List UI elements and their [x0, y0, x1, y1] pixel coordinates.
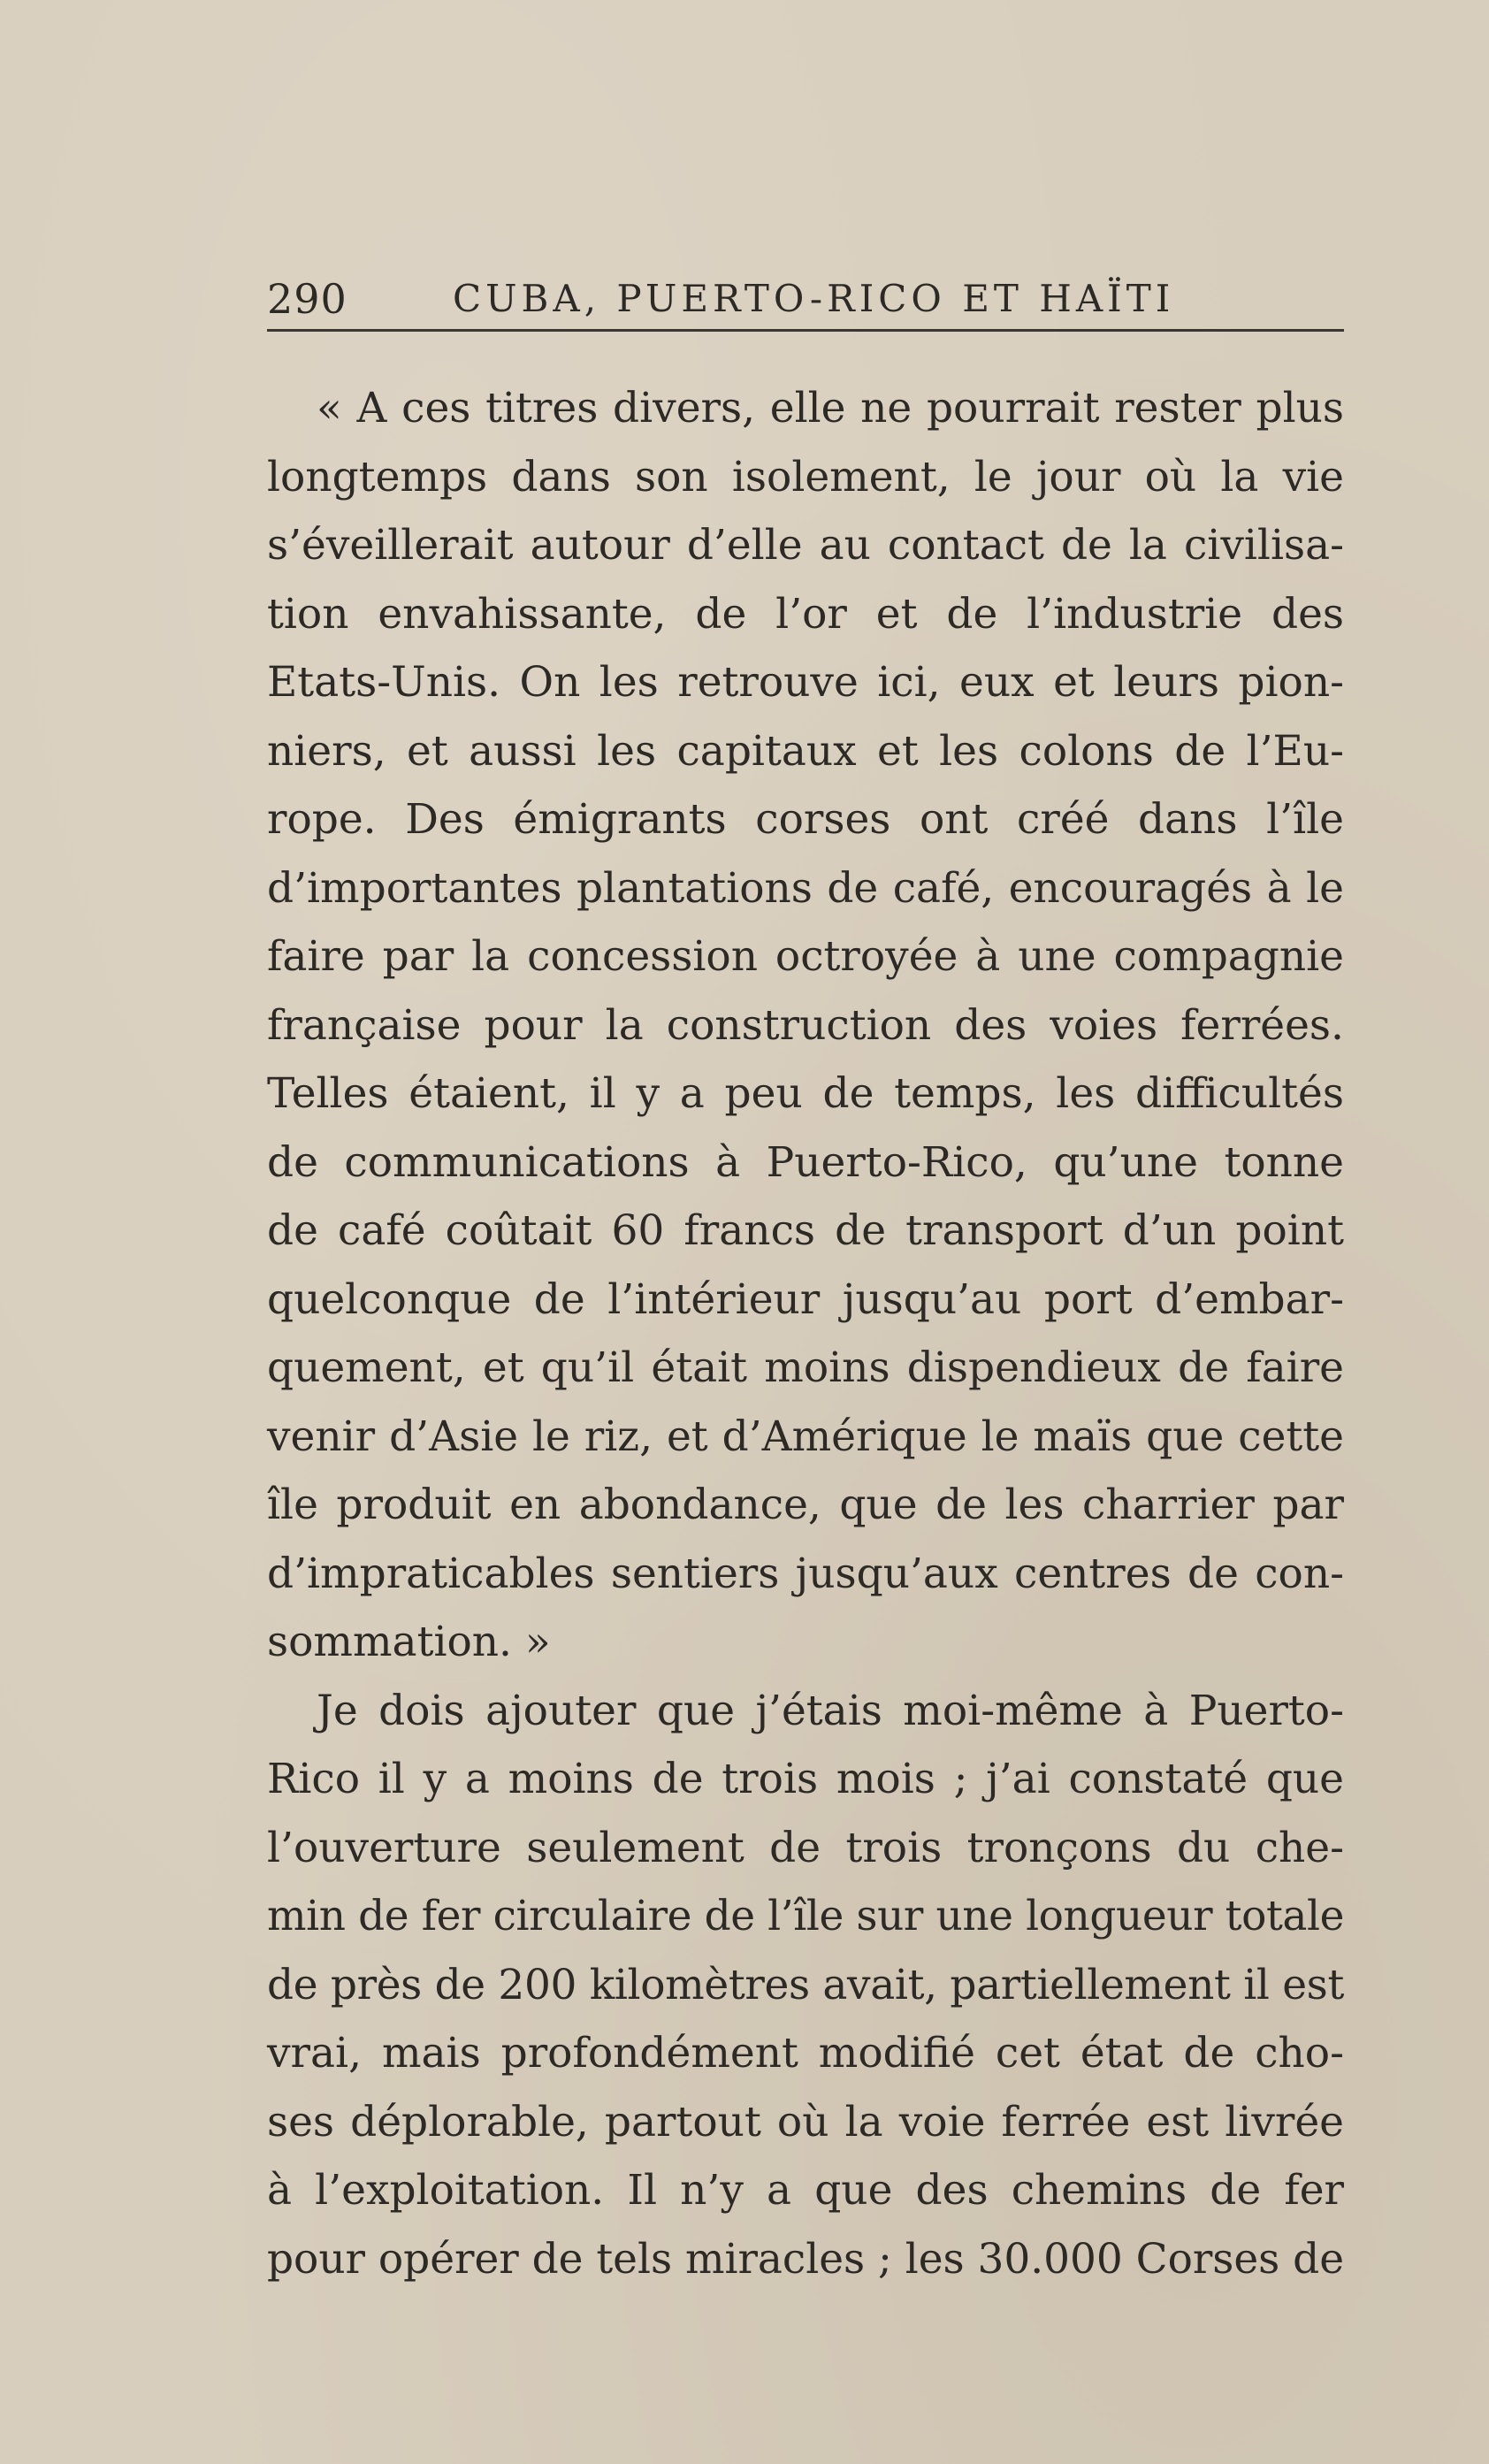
text-line: longtemps dans son isolement, le jour où la vie: [267, 452, 1344, 501]
text-line: île produit en abondance, que de les charrier par: [267, 1481, 1344, 1529]
text-line: de près de 200 kilomètres avait, partiellement il est: [267, 1960, 1344, 2009]
page-number: 290: [267, 275, 347, 323]
text-line: à l’exploitation. Il n’y a que des chemins de fer: [267, 2166, 1344, 2215]
text-line: rope. Des émigrants corses ont créé dans l’île: [267, 795, 1344, 844]
text-line: venir d’Asie le riz, et d’Amérique le maïs que cette: [267, 1412, 1344, 1461]
text-line: tion envahissante, de l’or et de l’industrie des: [267, 589, 1344, 639]
text-line: « A ces titres divers, elle ne pourrait rester plus: [317, 384, 1344, 432]
text-line: niers, et aussi les capitaux et les colons de l’Eu-: [267, 726, 1344, 776]
text-line: faire par la concession octroyée à une compagnie: [267, 932, 1344, 981]
text-line: d’impraticables sentiers jusqu’aux centres de con-: [267, 1549, 1344, 1598]
text-line: quement, et qu’il était moins dispendieux de faire: [267, 1343, 1344, 1392]
text-line: s’éveillerait autour d’elle au contact de la civilisa-: [267, 521, 1344, 570]
text-line: d’importantes plantations de café, encouragés à le: [267, 863, 1344, 913]
text-line: Rico il y a moins de trois mois ; j’ai constaté que: [267, 1755, 1344, 1803]
text-line: quelconque de l’intérieur jusqu’au port d’embar-: [267, 1274, 1344, 1324]
text-line: vrai, mais profondément modifié cet état de cho-: [267, 2029, 1344, 2078]
text-line: ses déplorable, partout où la voie ferrée est livrée: [267, 2097, 1344, 2146]
text-line: min de fer circulaire de l’île sur une longueur totale: [267, 1892, 1344, 1940]
text-line: l’ouverture seulement de trois tronçons du che-: [267, 1823, 1344, 1872]
text-line: française pour la construction des voies ferrées.: [267, 1000, 1344, 1050]
text-line: Etats-Unis. On les retrouve ici, eux et leurs pion-: [267, 658, 1344, 707]
running-title: CUBA, PUERTO-RICO ET HAÏTI: [453, 277, 1175, 320]
text-line: Telles étaient, il y a peu de temps, les difficultés: [267, 1069, 1344, 1118]
running-header: [267, 272, 1344, 332]
text-line: de café coûtait 60 francs de transport d’un point: [267, 1206, 1344, 1255]
text-line: Je dois ajouter que j’étais moi-même à Puerto-: [317, 1686, 1344, 1735]
text-line: de communications à Puerto-Rico, qu’une tonne: [267, 1137, 1344, 1187]
text-line: pour opérer de tels miracles ; les 30.000 Corses de: [267, 2234, 1344, 2284]
body-text: [267, 374, 1344, 2293]
text-line: sommation. »: [267, 1618, 551, 1666]
